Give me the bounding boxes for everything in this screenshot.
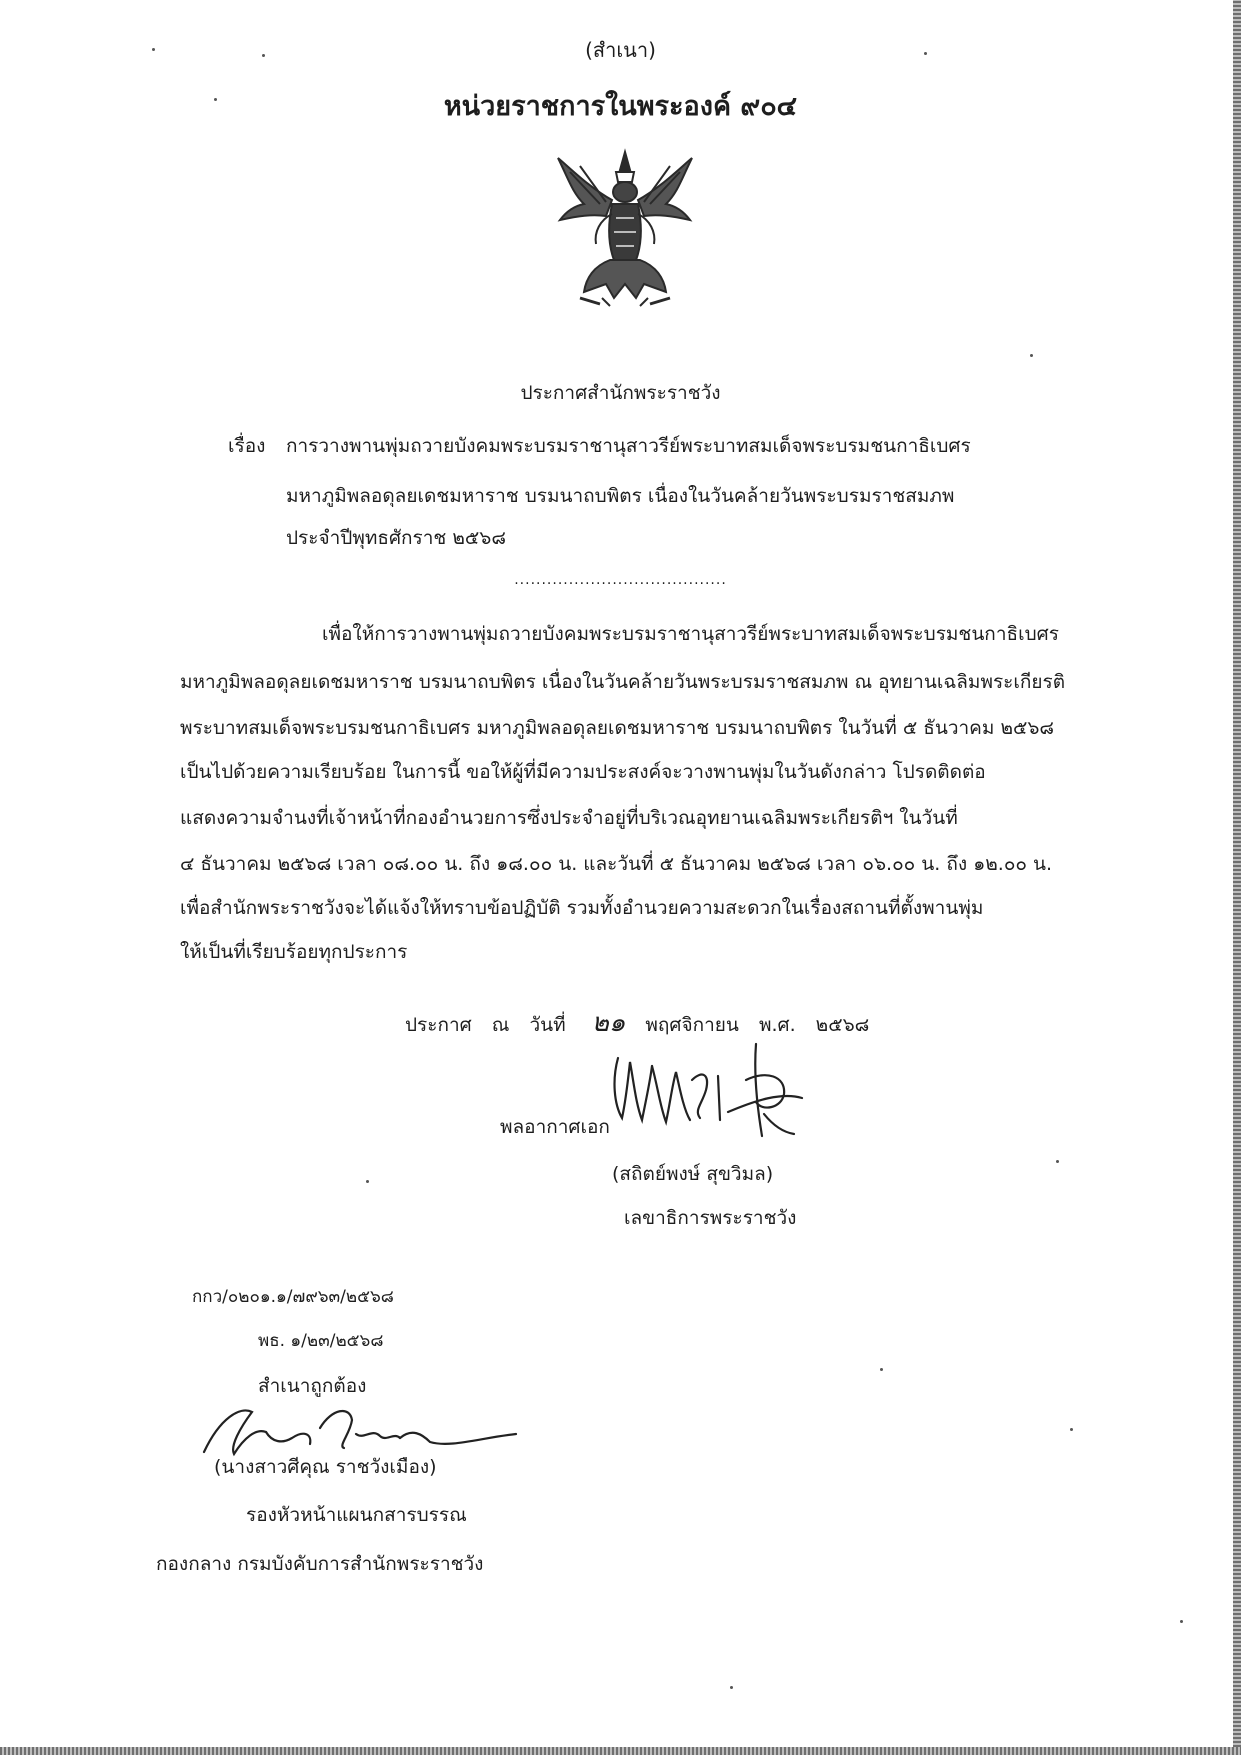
scan-edge-right — [1233, 0, 1241, 1755]
document-code: พธ. ๑/๒๓/๒๕๖๘ — [258, 1331, 384, 1351]
body-line: มหาภูมิพลอดุลยเดชมหาราช บรมนาถบพิตร เนื่องในวันคล้ายวันพระบรมราชสมภพ ณ อุทยานเฉลิมพระเกียรติ — [180, 671, 1066, 693]
signatory-title: เลขาธิการพระราชวัง — [624, 1207, 797, 1229]
date-year: ๒๕๖๘ — [815, 1014, 870, 1036]
separator-dots: ....................................... — [514, 572, 727, 588]
scan-edge-bottom — [0, 1747, 1241, 1755]
body-line: ๔ ธันวาคม ๒๕๖๘ เวลา ๐๘.๐๐ น. ถึง ๑๘.๐๐ น. และวันที่ ๕ ธันวาคม ๒๕๖๘ เวลา ๐๖.๐๐ น. ถึง ๑๒.๐๐ น. — [180, 853, 1053, 875]
body-line: เพื่อให้การวางพานพุ่มถวายบังคมพระบรมราชานุสาวรีย์พระบาทสมเด็จพระบรมชนกาธิเบศร — [322, 623, 1059, 645]
date-day-handwritten: ๒๑ — [591, 1008, 626, 1038]
copy-mark: (สำเนา) — [585, 38, 656, 62]
subject-label: เรื่อง — [228, 435, 266, 457]
date-announce-word: ประกาศ — [405, 1014, 472, 1036]
subject-line: ประจำปีพุทธศักราช ๒๕๖๘ — [286, 527, 506, 549]
body-line: แสดงความจำนงที่เจ้าหน้าที่กองอำนวยการซึ่งประจำอยู่ที่บริเวณอุทยานเฉลิมพระเกียรติฯ ในวันที่ — [180, 807, 958, 829]
garuda-emblem-icon — [550, 148, 700, 308]
certification-label: สำเนาถูกต้อง — [258, 1375, 367, 1397]
date-day-word: วันที่ — [529, 1014, 566, 1036]
subject-line: การวางพานพุ่มถวายบังคมพระบรมราชานุสาวรีย์พระบาทสมเด็จพระบรมชนกาธิเบศร — [286, 435, 971, 457]
date-month: พฤศจิกายน — [645, 1014, 739, 1036]
announcement-issuer: ประกาศสำนักพระราชวัง — [520, 382, 721, 404]
date-era: พ.ศ. — [758, 1014, 796, 1036]
document-number: กกว/๐๒๐๑.๑/๗๙๖๓/๒๕๖๘ — [192, 1287, 394, 1307]
body-line: ให้เป็นที่เรียบร้อยทุกประการ — [180, 941, 408, 963]
signatory-name: (สถิตย์พงษ์ สุขวิมล) — [612, 1163, 774, 1185]
body-line: เป็นไปด้วยความเรียบร้อย ในการนี้ ขอให้ผู้ที่มีความประสงค์จะวางพานพุ่มในวันดังกล่าว โปรดติดต่อ — [180, 761, 986, 783]
signatory-rank: พลอากาศเอก — [500, 1116, 610, 1138]
certifier-department: กองกลาง กรมบังคับการสำนักพระราชวัง — [156, 1553, 484, 1575]
certifier-name: (นางสาวศีคุณ ราชวังเมือง) — [214, 1456, 437, 1478]
subject-line: มหาภูมิพลอดุลยเดชมหาราช บรมนาถบพิตร เนื่องในวันคล้ายวันพระบรมราชสมภพ — [286, 485, 955, 507]
certifier-title: รองหัวหน้าแผนกสารบรรณ — [246, 1504, 467, 1526]
handwritten-signature-icon — [606, 1040, 816, 1150]
unit-title: หน่วยราชการในพระองค์ ๙๐๔ — [443, 91, 798, 122]
body-line: เพื่อสำนักพระราชวังจะได้แจ้งให้ทราบข้อปฏิบัติ รวมทั้งอำนวยความสะดวกในเรื่องสถานที่ตั้งพานพุ่ม — [180, 897, 984, 919]
date-at-word: ณ — [491, 1014, 510, 1036]
body-line: พระบาทสมเด็จพระบรมชนกาธิเบศร มหาภูมิพลอดุลยเดชมหาราช บรมนาถบพิตร ในวันที่ ๕ ธันวาคม ๒๕๖๘ — [180, 717, 1055, 739]
announcement-date — [405, 1002, 883, 1043]
